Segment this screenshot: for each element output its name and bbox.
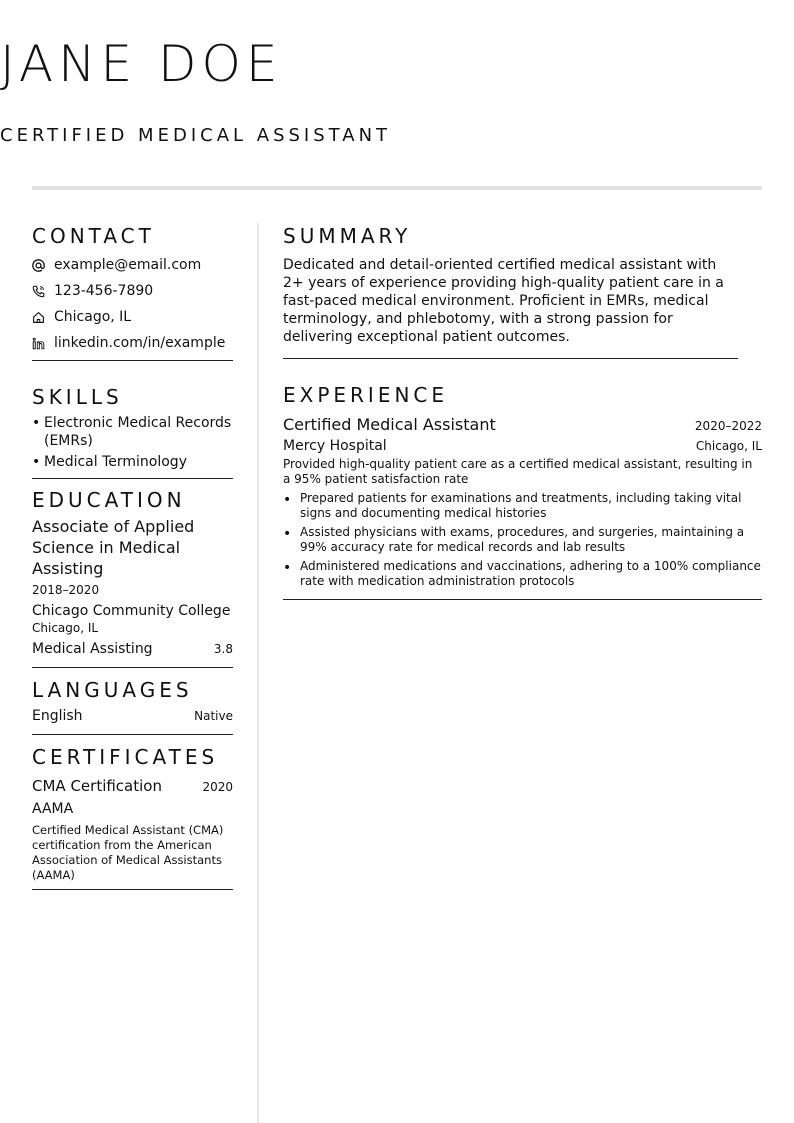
summary-text: Dedicated and detail-oriented certified medical assistant with 2+ years of experience providing high-quality patient care in a fast-paced medical environment. Proficient in EMRs, medical terminology, and phlebotomy, with a strong passion for delivering exceptional patient outcomes. [283, 256, 738, 359]
skills-section [32, 383, 233, 479]
education-dates: 2018–2020 [32, 583, 100, 597]
contact-location-text: Chicago, IL [54, 309, 132, 325]
education-section [32, 486, 233, 668]
summary-section [283, 222, 762, 359]
school-location: Chicago, IL [32, 621, 99, 635]
certificate-year: 2020 [202, 780, 233, 794]
gpa: 3.8 [213, 642, 233, 656]
contact-section [32, 222, 233, 361]
education-heading: EDUCATION [32, 488, 186, 512]
column-divider [257, 223, 259, 1123]
contact-heading: CONTACT [32, 224, 155, 248]
certificate-item [32, 777, 233, 795]
job-bullet: • Assisted physicians with exams, procedures, and surgeries, maintaining a 99% accuracy rate for medical records and lab results [283, 525, 745, 554]
phone-icon [32, 285, 54, 298]
language-name: English [32, 708, 83, 724]
contact-email[interactable] [32, 252, 233, 278]
school-name: Chicago Community College [32, 603, 231, 619]
language-item [32, 708, 233, 724]
at-icon [32, 259, 54, 272]
experience-section [283, 381, 762, 600]
job-title: CERTIFIED MEDICAL ASSISTANT [0, 125, 392, 146]
languages-section [32, 676, 233, 735]
skill-item: • Electronic Medical Records (EMRs) [32, 415, 232, 449]
certificate-name: CMA Certification [32, 777, 162, 795]
field-of-study: Medical Assisting [32, 641, 153, 657]
experience-heading: EXPERIENCE [283, 383, 449, 407]
candidate-name: JANE DOE [0, 35, 283, 93]
header-divider [32, 186, 762, 190]
contact-phone-text: 123-456-7890 [54, 283, 154, 299]
certificates-heading: CERTIFICATES [32, 745, 219, 769]
home-icon [32, 311, 54, 324]
contact-location [32, 304, 233, 330]
job-bullet: • Prepared patients for examinations and treatments, including taking vital signs and documenting medical histories [283, 491, 742, 520]
contact-linkedin[interactable] [32, 330, 233, 356]
right-column [283, 222, 762, 600]
linkedin-icon [32, 337, 54, 350]
job-role: Certified Medical Assistant [283, 415, 496, 434]
certificate-issuer: AAMA [32, 801, 74, 817]
certificates-section [32, 743, 233, 890]
degree: Associate of Applied Science in Medical Assisting [32, 517, 195, 578]
skills-heading: SKILLS [32, 385, 123, 409]
summary-heading: SUMMARY [283, 224, 412, 248]
left-column [32, 222, 233, 890]
job-bullet: • Administered medications and vaccinations, adhering to a 100% compliance rate with medication administration protocols [283, 559, 761, 588]
language-level: Native [194, 709, 233, 723]
certificate-description: Certified Medical Assistant (CMA) certification from the American Association of Medical Assistants (AAMA) [32, 823, 224, 882]
skill-item: • Medical Terminology [32, 454, 187, 470]
job-description: Provided high-quality patient care as a certified medical assistant, resulting in a 95% patient satisfaction rate [283, 457, 753, 486]
job-company: Mercy Hospital [283, 438, 387, 454]
languages-heading: LANGUAGES [32, 678, 193, 702]
contact-email-text: example@email.com [54, 257, 202, 273]
contact-linkedin-text: linkedin.com/in/example [54, 335, 226, 351]
job-dates: 2020–2022 [694, 419, 762, 433]
contact-phone[interactable] [32, 278, 233, 304]
job-location: Chicago, IL [695, 439, 762, 453]
job-entry [283, 409, 762, 600]
